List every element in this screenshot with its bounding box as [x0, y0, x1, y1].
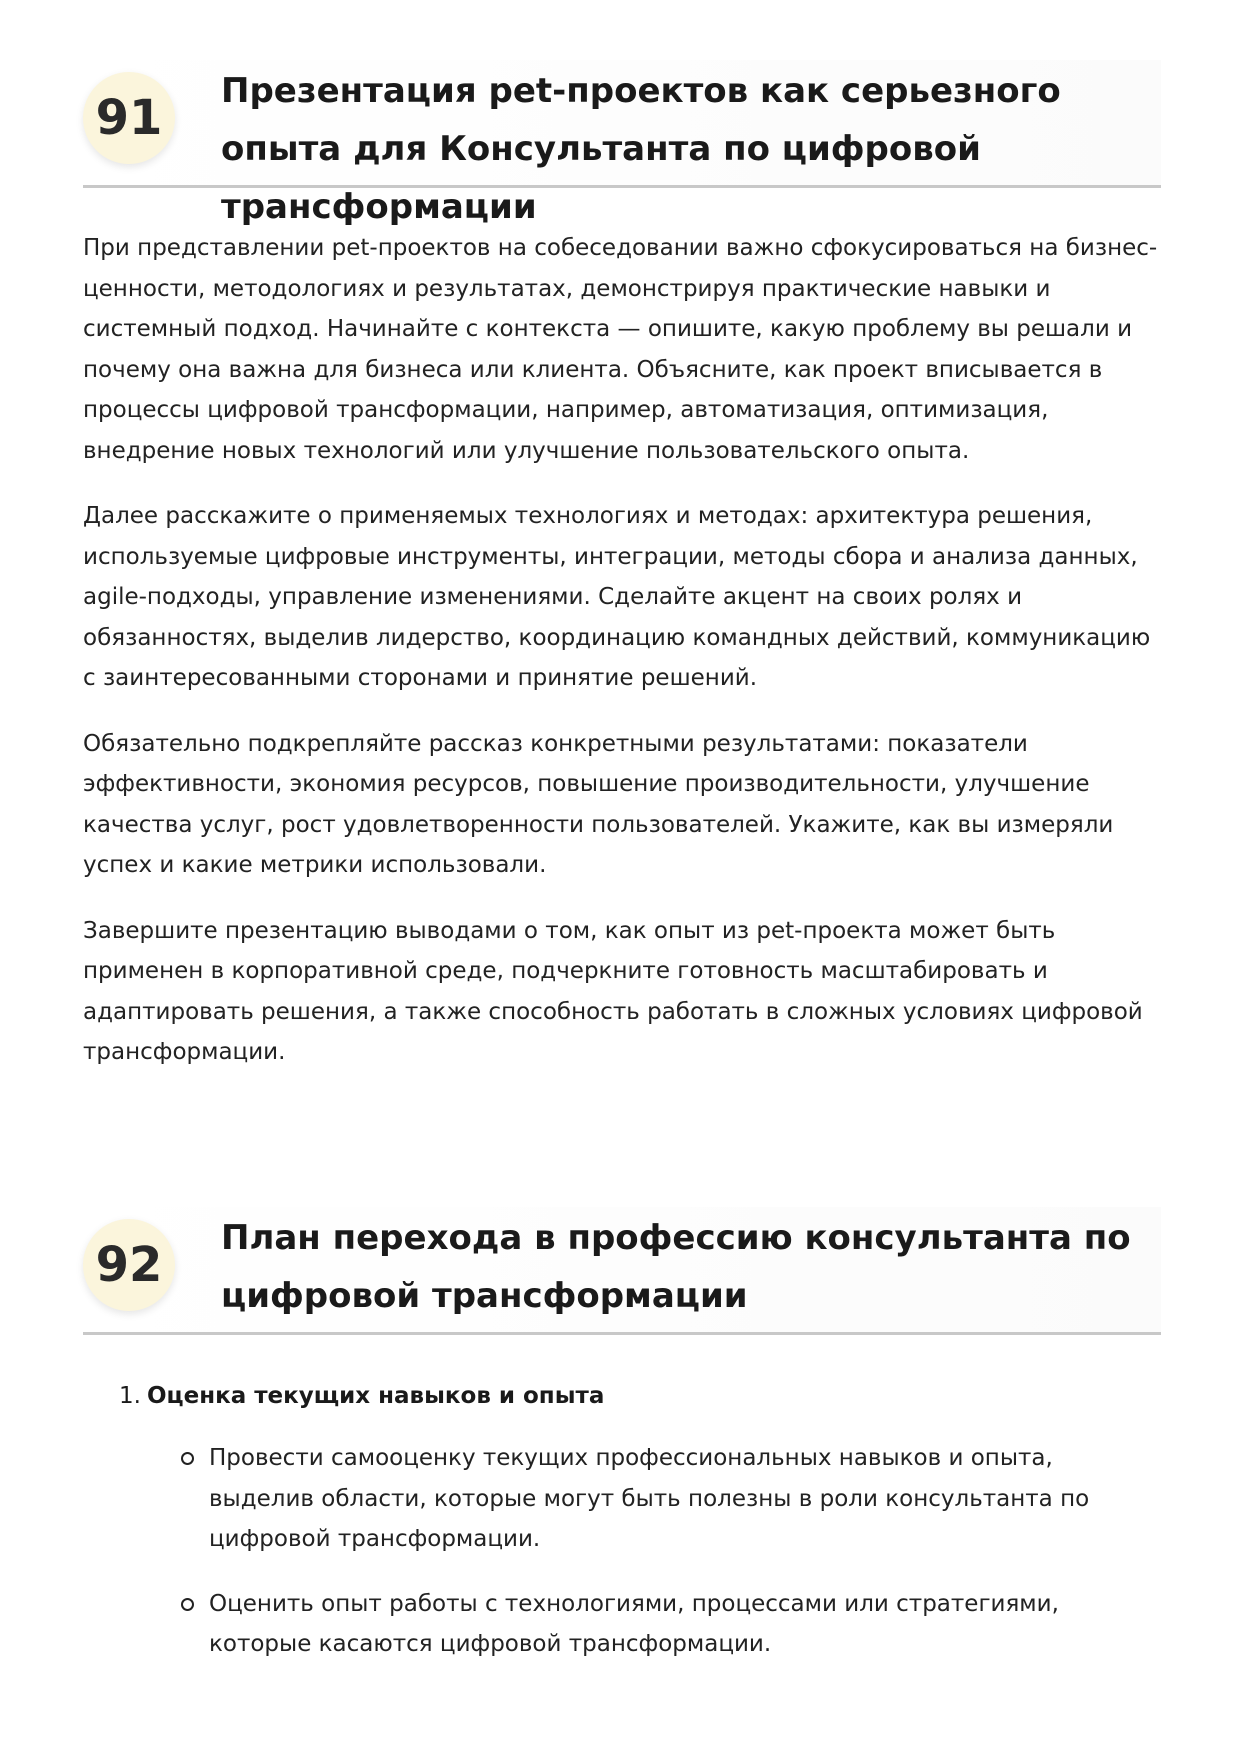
section-header-91: [83, 60, 1161, 227]
section-header-92: [83, 1207, 1161, 1335]
list-item: [83, 1438, 1161, 1560]
hollow-bullet-icon: [181, 1452, 194, 1465]
section-title: План перехода в профессию консультанта по цифровой трансформации: [221, 1218, 1131, 1316]
step-label: Оценка текущих навыков и опыта: [147, 1383, 605, 1409]
paragraph: Завершите презентацию выводами о том, как опыт из pet-проекта может быть применен в корпоративной среде, подчеркните готовность масштабировать и адаптировать решения, а также способность работать в сложных условиях цифровой трансформации.: [83, 917, 1143, 1065]
section-title: Презентация pet-проектов как серьезного опыта для Консультанта по цифровой трансформации: [221, 71, 1061, 227]
step-number: 1.: [119, 1383, 141, 1409]
paragraph: Далее расскажите о применяемых технологиях и методах: архитектура решения, используемые цифровые инструменты, интеграции, методы сбора и анализа данных, agile-подходы, управление изменениями. Сделайте акцент на своих ролях и обязанностях, выделив лидерство, координацию командных действий, коммуникацию с заинтересованными сторонами и принятие решений.: [83, 503, 1151, 691]
list-item: [83, 1584, 1161, 1665]
section-number-badge: 92: [83, 1219, 175, 1311]
plan-step-heading: [83, 1376, 1161, 1416]
list-item-text: Оценить опыт работы с технологиями, процессами или стратегиями, которые касаются цифровой трансформации.: [209, 1590, 1059, 1657]
section-body-91: [83, 228, 1161, 1098]
list-item-text: Провести самооценку текущих профессиональных навыков и опыта, выделив области, которые могут быть полезны в роли консультанта по цифровой трансформации.: [209, 1445, 1090, 1552]
paragraph: Обязательно подкрепляйте рассказ конкретными результатами: показатели эффективности, экономия ресурсов, повышение производительности, улучшение качества услуг, рост удовлетворенности пользователей. Укажите, как вы измеряли успех и какие метрики использовали.: [83, 730, 1114, 878]
section-number-badge: 91: [83, 72, 175, 164]
plan-list: [83, 1376, 1161, 1689]
paragraph: При представлении pet-проектов на собеседовании важно сфокусироваться на бизнес-ценности, методологиях и результатах, демонстрируя практические навыки и системный подход. Начинайте с контекста — опишите, какую проблему вы решали и почему она важна для бизнеса или клиента. Объясните, как проект вписывается в процессы цифровой трансформации, например, автоматизация, оптимизация, внедрение новых технологий или улучшение пользовательского опыта.: [83, 235, 1158, 464]
sub-list: [83, 1438, 1161, 1665]
hollow-bullet-icon: [181, 1598, 194, 1611]
